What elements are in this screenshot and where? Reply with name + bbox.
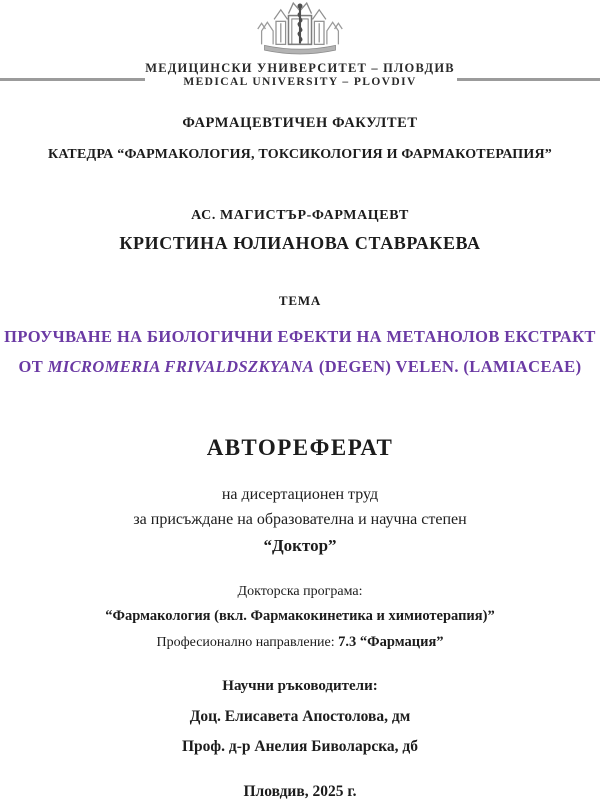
supervisor-2: Проф. д-р Анелия Биволарска, дб bbox=[181, 738, 418, 755]
theme-label: ТЕМА bbox=[278, 293, 322, 308]
doctoral-program-label: Докторска програма: bbox=[237, 584, 363, 599]
university-name-bulgarian: МЕДИЦИНСКИ УНИВЕРСИТЕТ – ПЛОВДИВ bbox=[145, 61, 455, 75]
university-name-english: MEDICAL UNIVERSITY – PLOVDIV bbox=[183, 76, 417, 88]
header-rule-left bbox=[0, 78, 145, 81]
supervisors-label: Научни ръководители: bbox=[222, 678, 378, 694]
professional-field-value: 7.3 “Фармация” bbox=[338, 634, 444, 650]
thesis-title-prefix: ОТ bbox=[18, 357, 48, 376]
asclepius-crest-icon bbox=[252, 45, 348, 62]
abstract-subtitle-2: за присъждане на образователна и научна степен bbox=[133, 511, 467, 528]
city-and-year: Пловдив, 2025 г. bbox=[243, 783, 357, 800]
thesis-title-line1: ПРОУЧВАНЕ НА БИОЛОГИЧНИ ЕФЕКТИ НА МЕТАНОЛОВ ЕКСТРАКТ bbox=[4, 327, 596, 346]
supervisor-1: Доц. Елисавета Апостолова, дм bbox=[189, 708, 411, 725]
abstract-subtitle-1: на дисертационен труд bbox=[221, 486, 379, 503]
author-degree: АС. МАГИСТЪР-ФАРМАЦЕВТ bbox=[191, 208, 409, 223]
author-name: КРИСТИНА ЮЛИАНОВА СТАВРАКЕВА bbox=[119, 233, 481, 253]
abstract-title: АВТОРЕФЕРАТ bbox=[206, 435, 394, 460]
thesis-title-line2 bbox=[0, 357, 600, 377]
degree-name: “Доктор” bbox=[263, 536, 337, 555]
faculty-name: ФАРМАЦЕВТИЧЕН ФАКУЛТЕТ bbox=[182, 115, 418, 131]
department-name: КАТЕДРА “ФАРМАКОЛОГИЯ, ТОКСИКОЛОГИЯ И ФАРМАКОТЕРАПИЯ” bbox=[48, 147, 552, 162]
thesis-title-suffix: (DEGEN) VELEN. (LAMIACEAE) bbox=[314, 357, 582, 376]
professional-field-label: Професионално направление: bbox=[156, 635, 339, 650]
professional-field bbox=[0, 634, 600, 651]
university-logo bbox=[0, 0, 600, 63]
header-rule-right bbox=[457, 78, 600, 81]
thesis-species-name: MICROMERIA FRIVALDSZKYANA bbox=[47, 357, 315, 376]
doctoral-program-name: “Фармакология (вкл. Фармакокинетика и химиотерапия)” bbox=[105, 608, 495, 624]
